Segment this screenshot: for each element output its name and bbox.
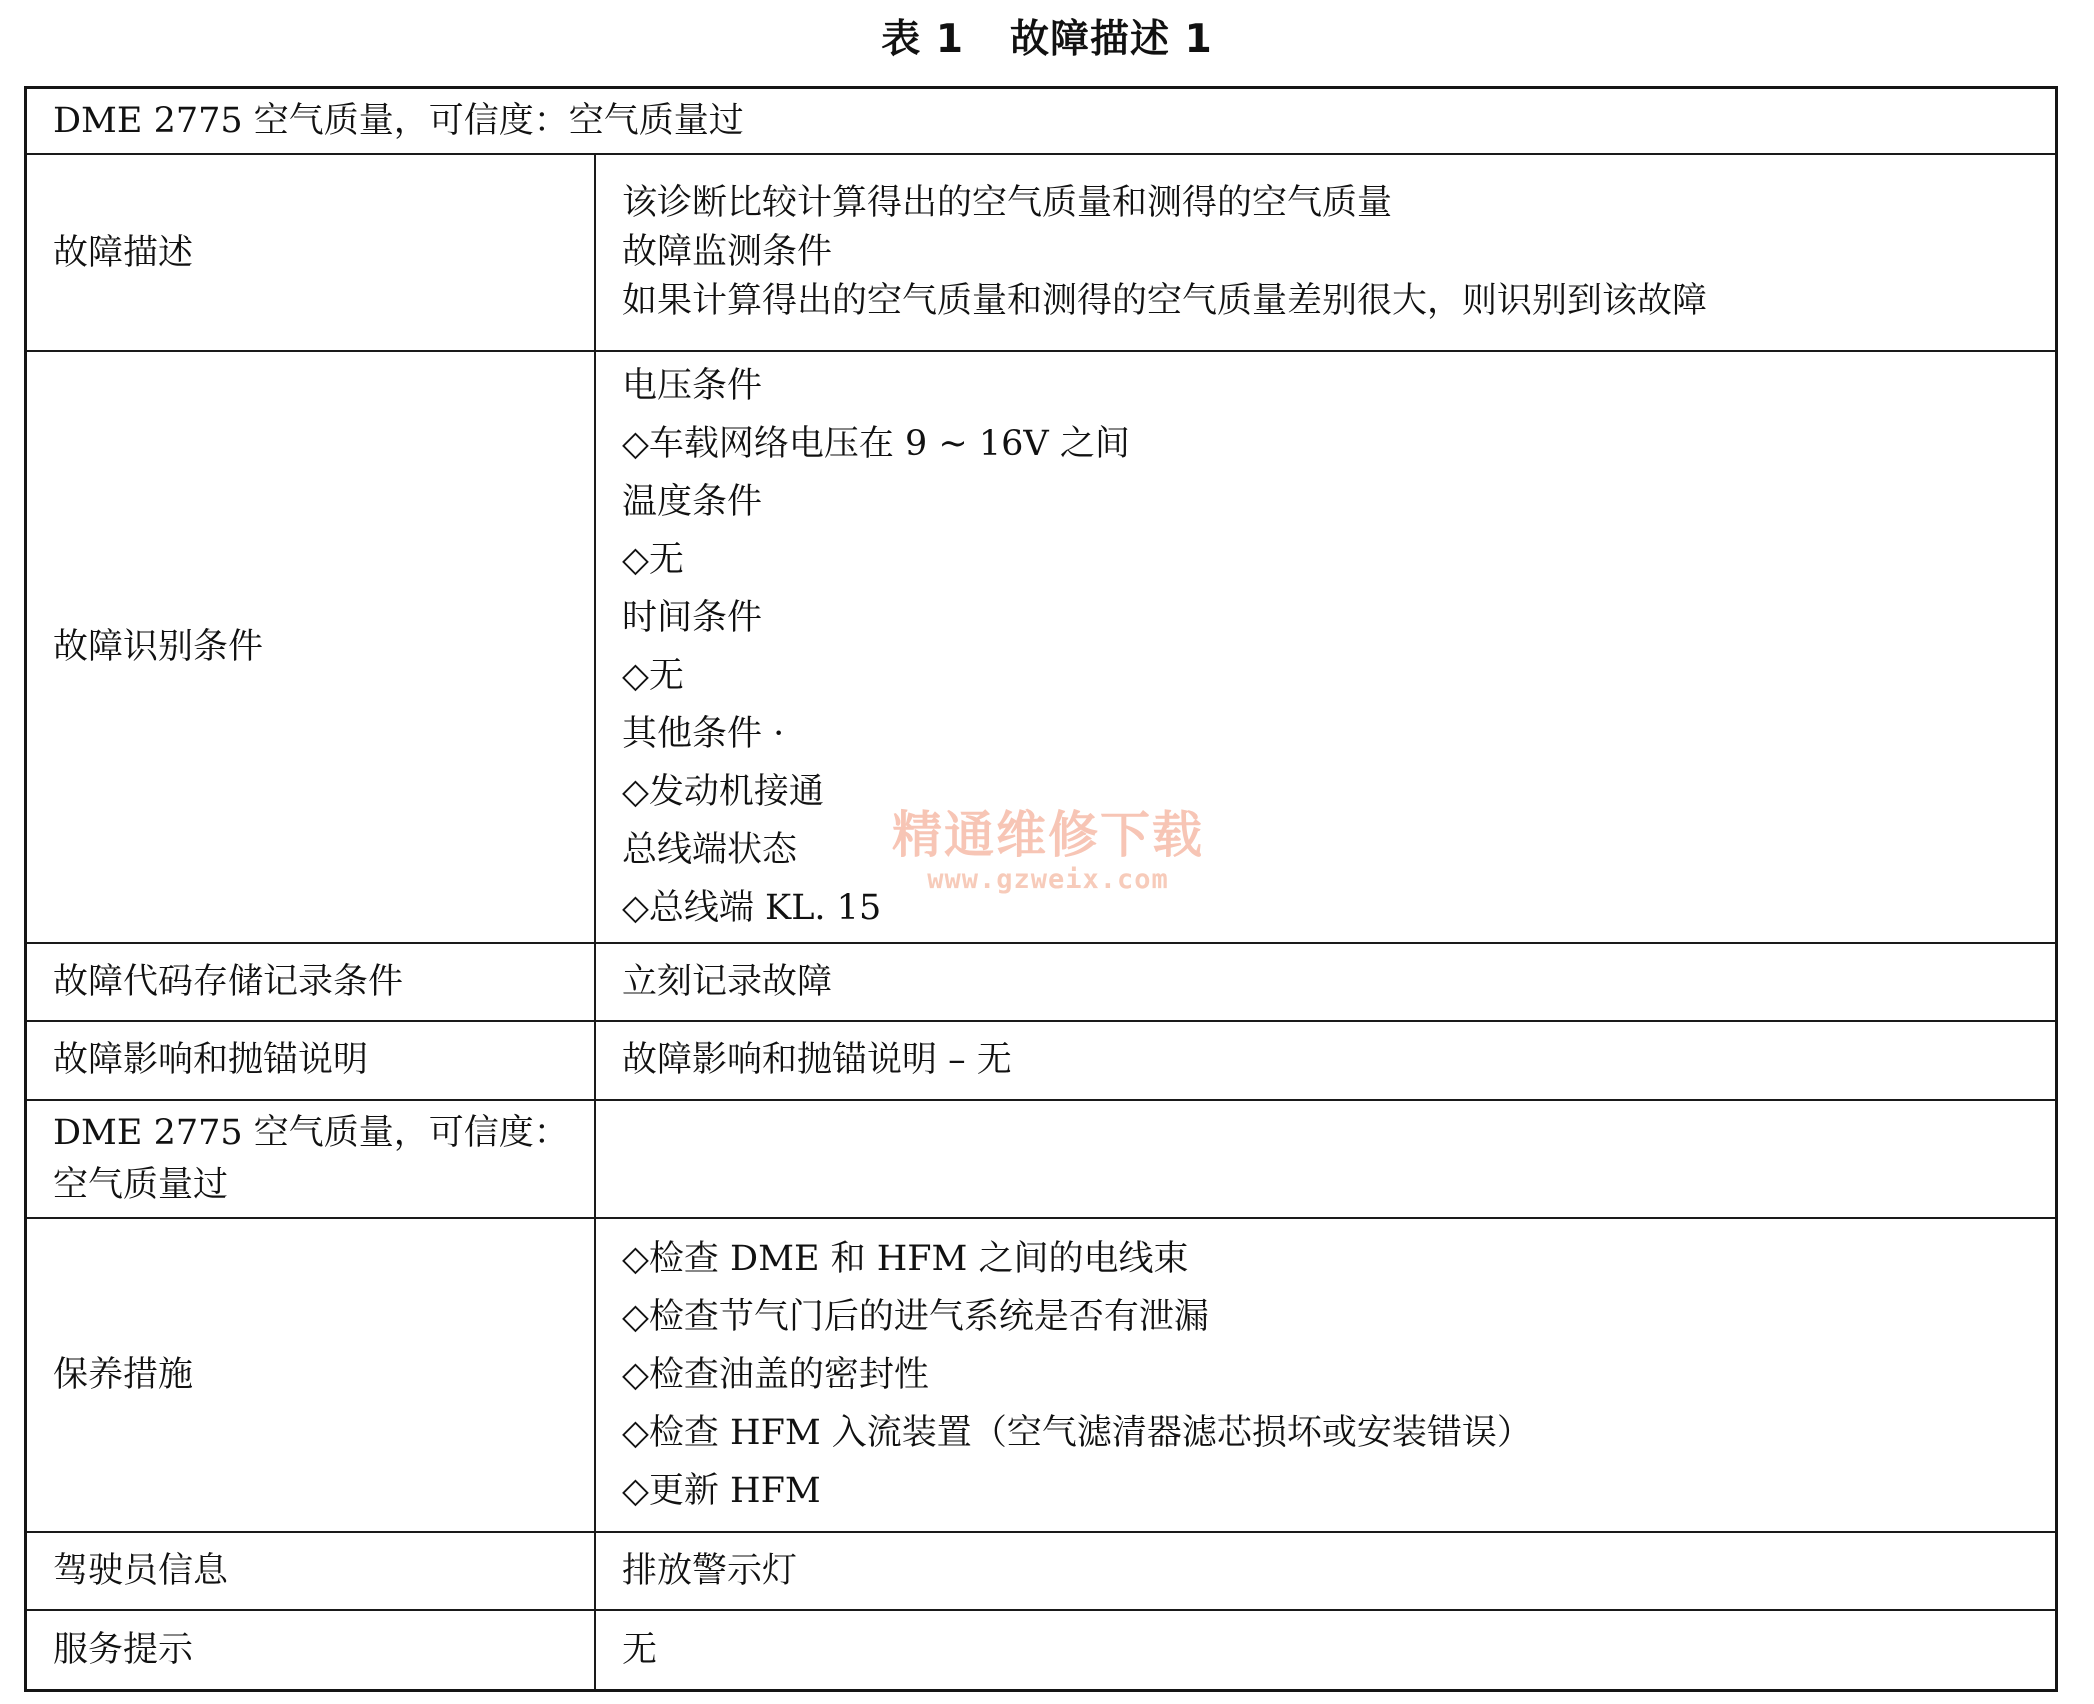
table-caption bbox=[0, 14, 2094, 66]
table-number: 表 1 bbox=[881, 17, 964, 62]
content-line: 故障影响和抛锚说明 – 无 bbox=[622, 1040, 1012, 1081]
table-title: 故障描述 1 bbox=[1010, 17, 1213, 62]
content-line: ◇检查油盖的密封性 bbox=[622, 1355, 929, 1396]
row-label: 故障识别条件 bbox=[27, 351, 595, 942]
row-content bbox=[595, 154, 2055, 351]
row-content bbox=[595, 1021, 2055, 1099]
row-label: 故障影响和抛锚说明 bbox=[27, 1021, 595, 1099]
row-content bbox=[595, 1218, 2055, 1532]
row-label: 故障代码存储记录条件 bbox=[27, 943, 595, 1021]
row-label: 驾驶员信息 bbox=[27, 1532, 595, 1610]
content-line: 其他条件 · bbox=[622, 714, 785, 755]
row-content bbox=[595, 1532, 2055, 1610]
fault-table-frame bbox=[24, 86, 2058, 1692]
content-line: 温度条件 bbox=[622, 482, 763, 523]
row-content bbox=[595, 943, 2055, 1021]
content-line: ◇检查节气门后的进气系统是否有泄漏 bbox=[622, 1297, 1209, 1338]
content-line: 无 bbox=[622, 1630, 658, 1671]
content-line: ◇检查 HFM 入流装置（空气滤清器滤芯损坏或安装错误） bbox=[622, 1413, 1532, 1454]
content-line: ◇总线端 KL. 15 bbox=[622, 888, 882, 929]
row-label: 保养措施 bbox=[27, 1218, 595, 1532]
row-content bbox=[595, 1610, 2055, 1689]
table-row bbox=[27, 943, 2055, 1021]
content-line: 排放警示灯 bbox=[622, 1551, 798, 1592]
content-line: 电压条件 bbox=[622, 366, 763, 407]
table-row bbox=[27, 154, 2055, 351]
content-line: 如果计算得出的空气质量和测得的空气质量差别很大，则识别到该故障 bbox=[622, 281, 1708, 322]
watermark-url: www.gzweix.com bbox=[927, 864, 1169, 895]
fault-description-table bbox=[27, 89, 2055, 1689]
content-line: ◇无 bbox=[622, 540, 684, 581]
table-row bbox=[27, 1610, 2055, 1689]
content-line: 立刻记录故障 bbox=[622, 961, 833, 1002]
content-line: ◇车载网络电压在 9 ~ 16V 之间 bbox=[622, 424, 1130, 465]
table-row bbox=[27, 1021, 2055, 1099]
watermark-name: 精通维修下载 bbox=[892, 806, 1204, 864]
content-line: ◇发动机接通 bbox=[622, 772, 824, 813]
content-line: ◇更新 HFM bbox=[622, 1471, 821, 1512]
table-row bbox=[27, 89, 2055, 154]
content-line: 故障监测条件 bbox=[622, 232, 833, 273]
row-content-empty bbox=[595, 1100, 2055, 1219]
row-label bbox=[27, 1100, 595, 1219]
content-line: ◇无 bbox=[622, 656, 684, 697]
label-line: 空气质量过 bbox=[53, 1164, 229, 1205]
row-content bbox=[595, 351, 2055, 942]
table-row bbox=[27, 1218, 2055, 1532]
table-row bbox=[27, 1100, 2055, 1219]
table-title-cell: DME 2775 空气质量，可信度：空气质量过 bbox=[27, 89, 2055, 154]
content-line: 该诊断比较计算得出的空气质量和测得的空气质量 bbox=[622, 183, 1393, 224]
content-line: ◇检查 DME 和 HFM 之间的电线束 bbox=[622, 1239, 1189, 1280]
content-line: 总线端状态 bbox=[622, 830, 798, 871]
label-line: DME 2775 空气质量，可信度： bbox=[53, 1112, 569, 1153]
content-line: 时间条件 bbox=[622, 598, 763, 639]
table-row bbox=[27, 1532, 2055, 1610]
row-label: 服务提示 bbox=[27, 1610, 595, 1689]
table-row bbox=[27, 351, 2055, 942]
row-label: 故障描述 bbox=[27, 154, 595, 351]
